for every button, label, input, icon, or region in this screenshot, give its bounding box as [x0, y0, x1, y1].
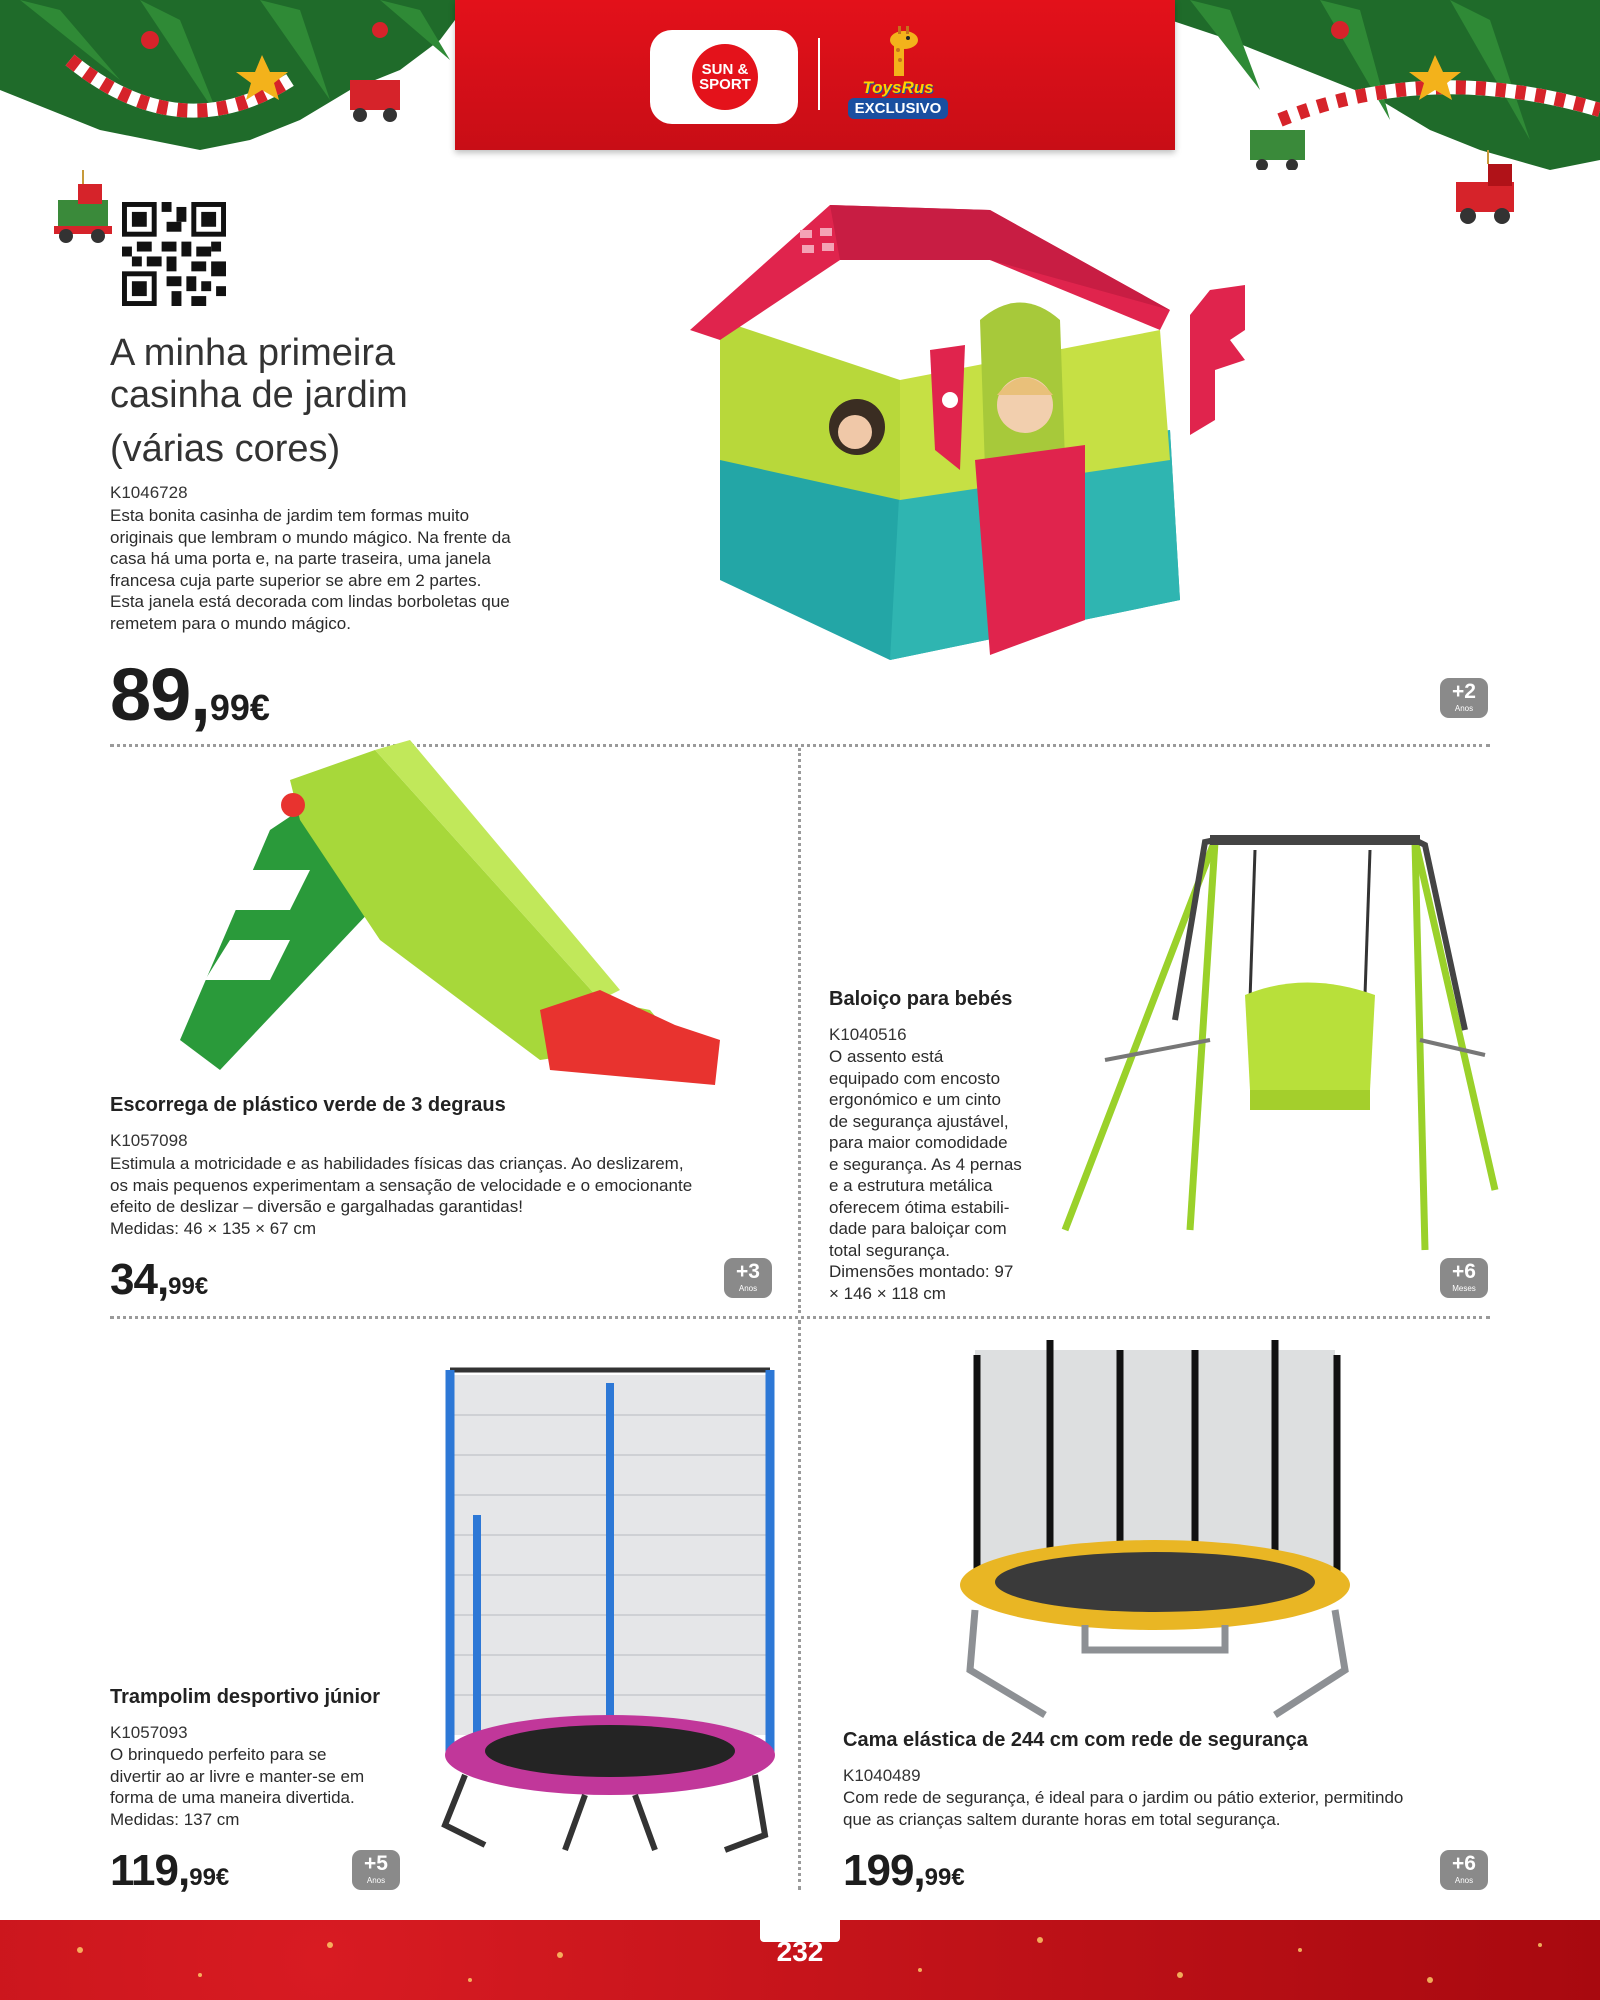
desc-line: francesa cuja parte superior se abre em 2 partes.: [110, 570, 482, 590]
age-number: +6: [1452, 1260, 1476, 1283]
desc-line: O assento está: [829, 1047, 944, 1066]
sku-junior-trampoline: K1057093: [110, 1723, 188, 1742]
product-title-swing: Baloiço para bebés: [829, 988, 1013, 1010]
desc-line: dade para baloiçar com: [829, 1219, 1007, 1238]
playhouse-image[interactable]: [690, 200, 1270, 720]
junior-trampoline-image[interactable]: [435, 1355, 785, 1855]
product-title-slide: Escorrega de plástico verde de 3 degraus: [110, 1094, 506, 1116]
desc-line: originais que lembram o mundo mágico. Na frente da: [110, 527, 511, 547]
separator-middle: [110, 1316, 1490, 1319]
exclusive-label: EXCLUSIVO: [848, 98, 948, 119]
price-slide: [110, 1255, 208, 1305]
product-title-junior-trampoline: Trampolim desportivo júnior: [110, 1686, 381, 1708]
header-banner: [455, 0, 1175, 150]
desc-line: efeito de deslizar – diversão e gargalhadas garantidas!: [110, 1197, 523, 1216]
logo-divider: [818, 38, 820, 110]
toy-train-ornament-left: [48, 170, 118, 250]
price-integer: 34,: [110, 1255, 169, 1304]
age-unit: Anos: [366, 1876, 386, 1885]
giraffe-icon: [868, 26, 928, 82]
age-badge-trampoline: [1440, 1850, 1488, 1890]
price-decimal: 99€: [189, 1864, 230, 1891]
description-swing: [829, 1046, 1049, 1304]
toy-train-ornament-right: [1448, 150, 1528, 230]
description-playhouse: [110, 505, 610, 634]
title-line-3: (várias cores): [110, 428, 341, 470]
sku-playhouse: K1046728: [110, 483, 188, 502]
price-decimal: 99€: [209, 687, 270, 728]
product-title-trampoline: Cama elástica de 244 cm com rede de segurança: [843, 1729, 1308, 1751]
price-integer: 119,: [110, 1846, 190, 1895]
desc-line: Esta janela está decorada com lindas borboletas que: [110, 592, 510, 611]
price-decimal: 99€: [168, 1273, 209, 1300]
slide-image[interactable]: [130, 740, 730, 1110]
price-trampoline: [843, 1846, 965, 1896]
age-unit: Anos: [1454, 1876, 1474, 1885]
desc-line: Com rede de segurança, é ideal para o jardim ou pátio exterior, permitindo: [843, 1788, 1404, 1807]
desc-line: Esta bonita casinha de jardim tem formas muito: [110, 506, 470, 525]
desc-line: Estimula a motricidade e as habilidades físicas das crianças. Ao deslizarem,: [110, 1154, 684, 1173]
desc-line: para maior comodidade: [829, 1133, 1008, 1152]
product-title-playhouse: [110, 332, 610, 416]
desc-line: divertir ao ar livre e manter-se em: [110, 1766, 365, 1786]
desc-line: × 146 × 118 cm: [829, 1283, 946, 1303]
desc-line: equipado com encosto: [829, 1068, 1001, 1088]
desc-line: ergonómico e um cinto: [829, 1090, 1001, 1109]
age-badge-playhouse: [1440, 678, 1488, 718]
swing-image[interactable]: [1055, 830, 1505, 1260]
price-decimal: 99€: [924, 1864, 965, 1891]
desc-line: forma de uma maneira divertida.: [110, 1788, 355, 1807]
title-line-1: A minha primeira: [110, 332, 396, 374]
qr-code[interactable]: [122, 202, 226, 306]
description-trampoline: [843, 1787, 1523, 1830]
desc-line: total segurança.: [829, 1240, 950, 1260]
description-slide: [110, 1153, 790, 1239]
toysrus-brand: ToysRus: [862, 78, 934, 97]
desc-line: de segurança ajustável,: [829, 1111, 1009, 1131]
desc-line: Medidas: 137 cm: [110, 1809, 240, 1829]
desc-line: os mais pequenos experimentam a sensação de velocidade e o emocionante: [110, 1175, 693, 1195]
price-integer: 199,: [843, 1846, 925, 1895]
page-number: 232: [776, 1936, 824, 1967]
price-playhouse: [110, 652, 270, 737]
title-line-2: casinha de jardim: [110, 374, 408, 416]
age-unit: Anos: [738, 1284, 758, 1293]
christmas-garland-right: [1130, 0, 1600, 170]
separator-vertical-bottom: [798, 1320, 801, 1890]
logo-text: SUN & SPORT: [699, 61, 751, 93]
age-unit: Anos: [1454, 704, 1474, 713]
sku-trampoline: K1040489: [843, 1766, 921, 1785]
age-badge-junior-trampoline: [352, 1850, 400, 1890]
desc-line: Medidas: 46 × 135 × 67 cm: [110, 1218, 317, 1238]
age-unit: Meses: [1452, 1284, 1476, 1293]
trampoline-image[interactable]: [955, 1330, 1355, 1720]
desc-line: e a estrutura metálica: [829, 1176, 993, 1195]
sku-swing: K1040516: [829, 1025, 907, 1044]
age-number: +3: [736, 1260, 760, 1283]
description-junior-trampoline: [110, 1744, 440, 1830]
desc-line: O brinquedo perfeito para se: [110, 1745, 327, 1764]
desc-line: que as crianças saltem durante horas em total segurança.: [843, 1809, 1281, 1829]
christmas-garland-left: [0, 0, 470, 170]
age-badge-slide: [724, 1258, 772, 1298]
desc-line: casa há uma porta e, na parte traseira, uma janela: [110, 549, 491, 568]
desc-line: e segurança. As 4 pernas: [829, 1154, 1022, 1174]
sku-slide: K1057098: [110, 1131, 188, 1150]
age-number: +2: [1452, 680, 1476, 703]
age-number: +5: [364, 1852, 388, 1875]
age-badge-swing: [1440, 1258, 1488, 1298]
price-junior-trampoline: [110, 1846, 229, 1896]
age-number: +6: [1452, 1852, 1476, 1875]
desc-line: Dimensões montado: 97: [829, 1262, 1014, 1281]
desc-line: oferecem ótima estabili-: [829, 1197, 1010, 1217]
sun-sport-logo: [692, 44, 758, 110]
desc-line: remetem para o mundo mágico.: [110, 613, 351, 633]
price-integer: 89,: [110, 653, 210, 736]
separator-vertical-middle: [798, 748, 801, 1313]
